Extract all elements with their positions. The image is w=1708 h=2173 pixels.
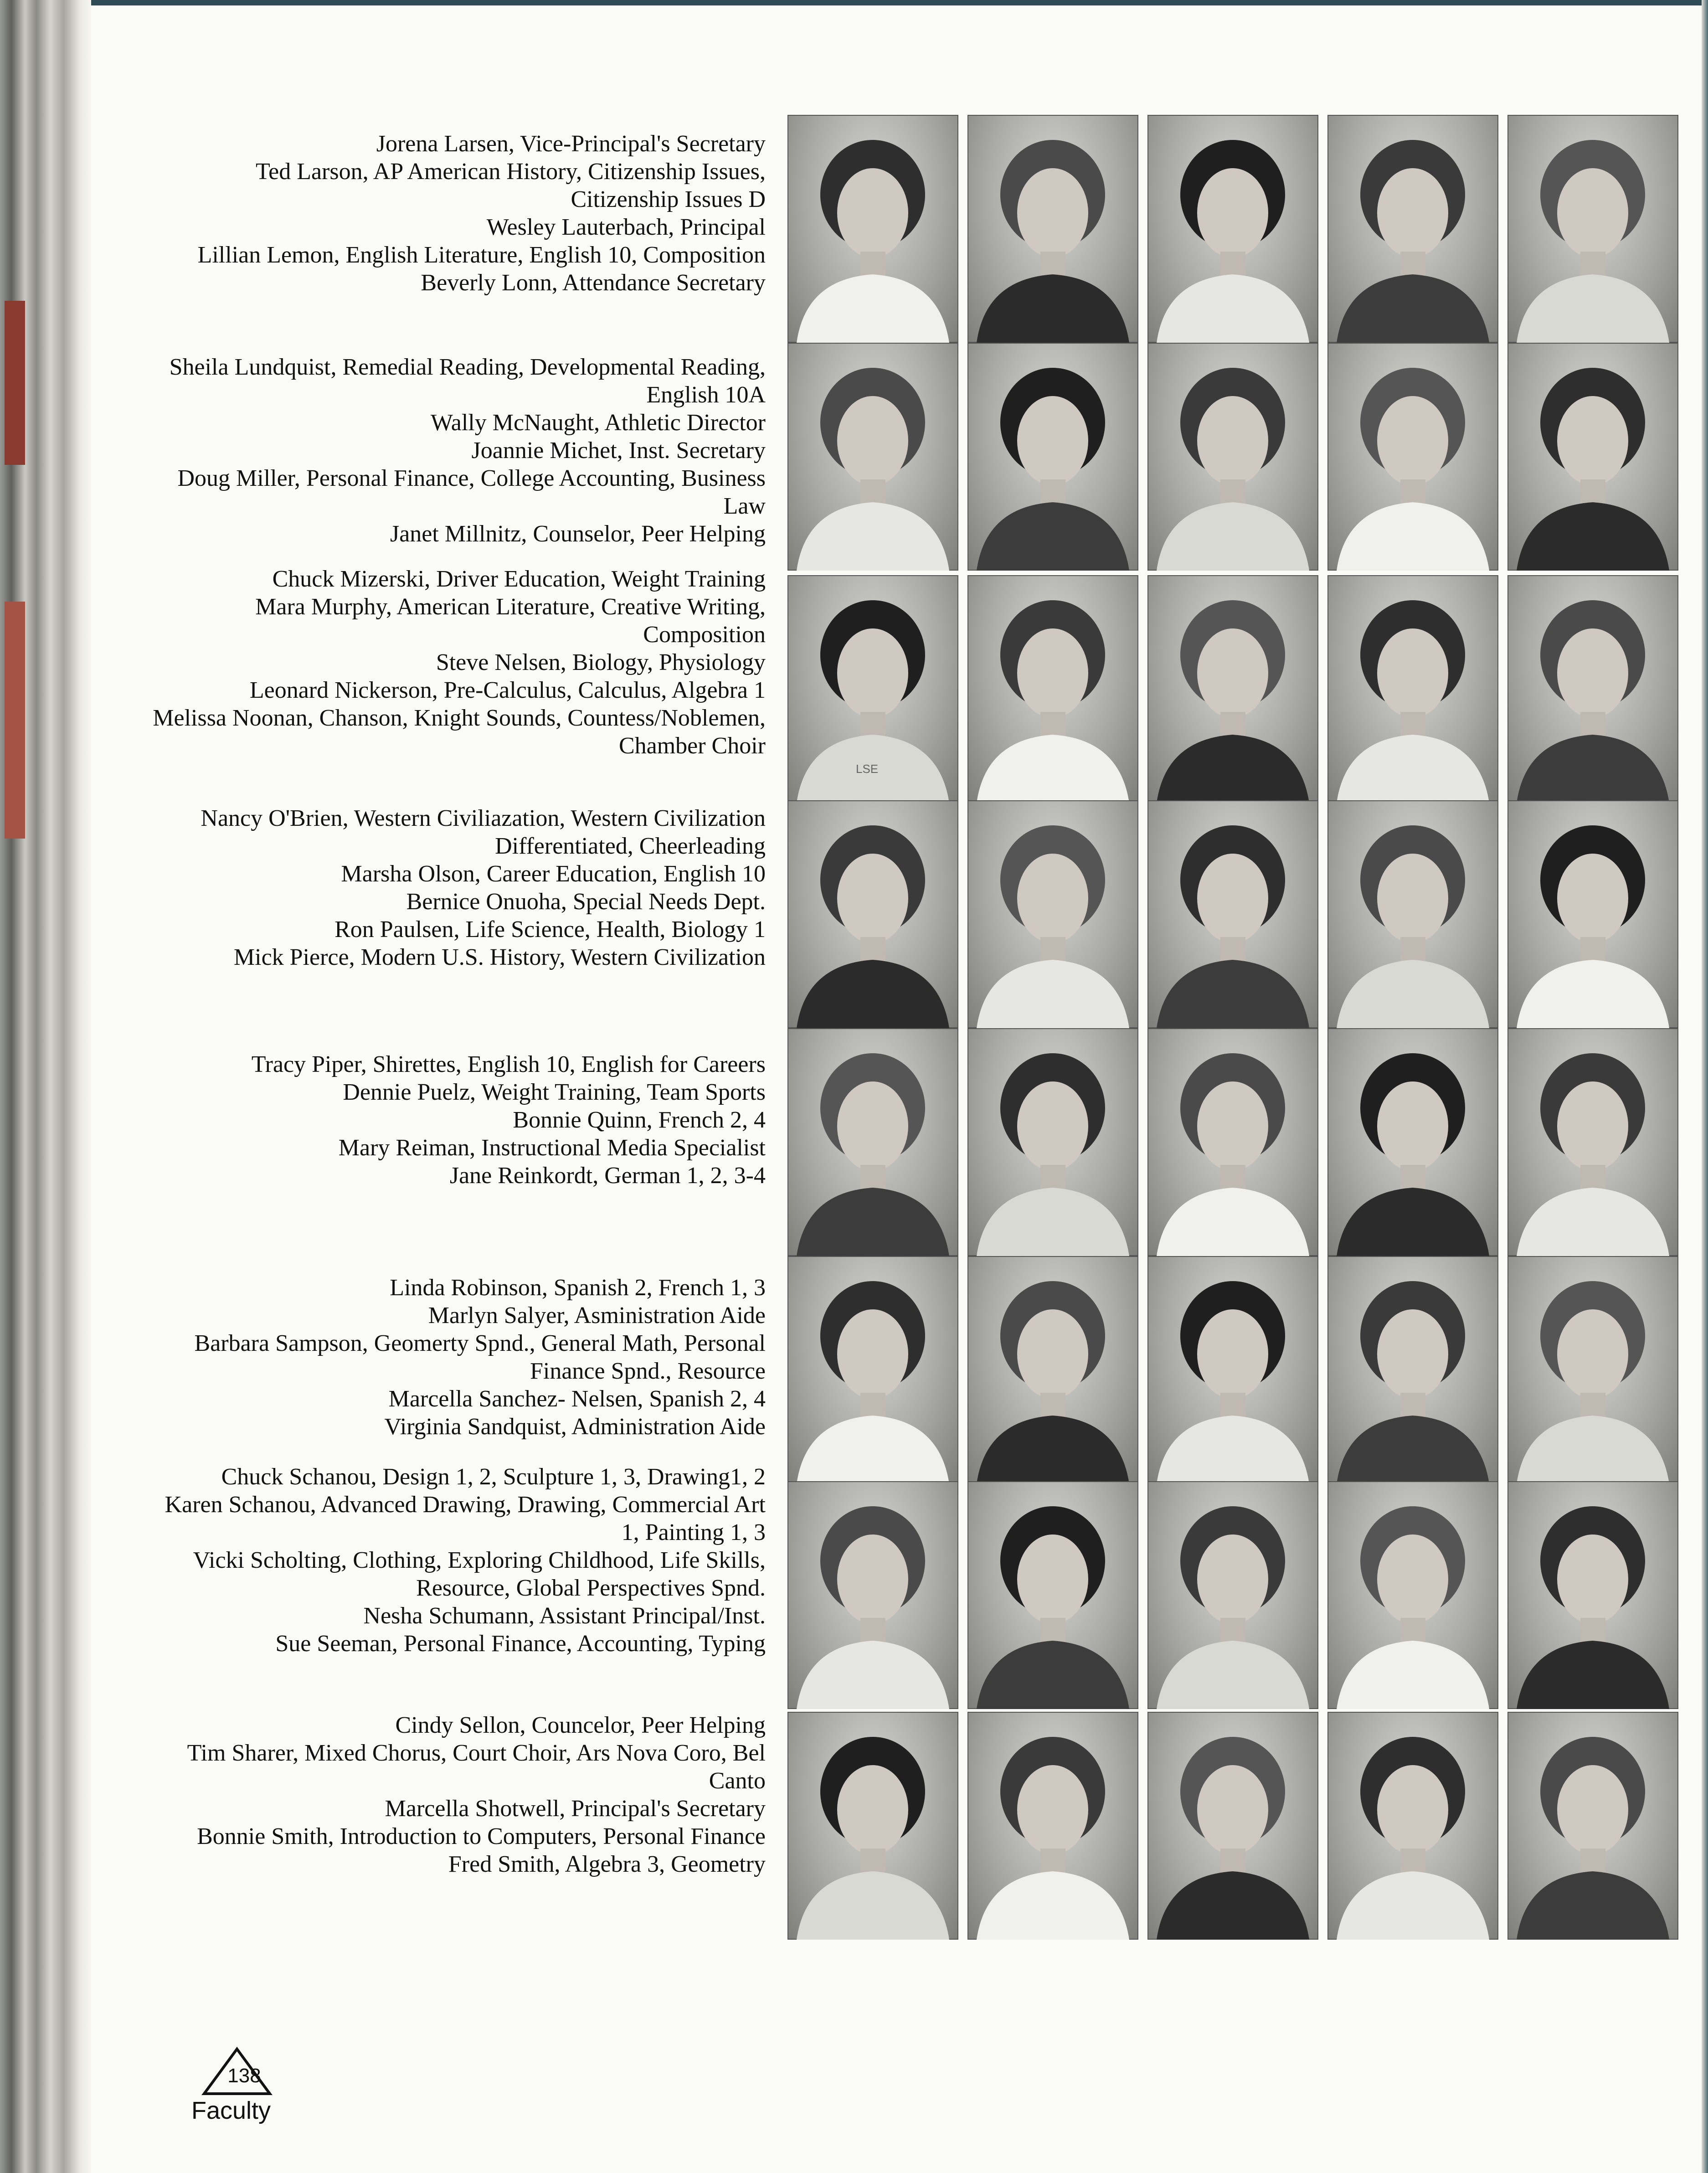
photo-row-7 <box>787 1481 1690 1709</box>
section-label: Faculty <box>191 2097 271 2124</box>
portrait-photo <box>1147 343 1318 571</box>
caption-entry: Ted Larson, AP American History, Citizenship Issues, Citizenship Issues D <box>255 159 766 212</box>
portrait-photo <box>787 575 958 803</box>
portrait-photo <box>1147 1256 1318 1484</box>
caption-entry: Virginia Sandquist, Administration Aide <box>384 1414 766 1440</box>
caption-entry: Marcella Shotwell, Principal's Secretary <box>385 1796 766 1822</box>
caption-entry: Doug Miller, Personal Finance, College Accounting, Business Law <box>177 465 766 519</box>
portrait-photo <box>967 1481 1138 1709</box>
caption-entry: Nancy O'Brien, Western Civiliazation, Western Civilization Differentiated, Cheerleading <box>201 805 766 859</box>
portrait-photo <box>967 1256 1138 1484</box>
portrait-photo <box>1507 575 1678 803</box>
caption-entry: Bernice Onuoha, Special Needs Dept. <box>406 889 766 915</box>
portrait-photo <box>787 1028 958 1256</box>
photo-row-2 <box>787 343 1690 571</box>
photo-row-4 <box>787 800 1690 1028</box>
caption-entry: Barbara Sampson, Geomerty Spnd., General Math, Personal Finance Spnd., Resource <box>194 1330 766 1384</box>
portrait-photo <box>787 115 958 343</box>
portrait-photo <box>1327 1256 1498 1484</box>
portrait-photo <box>967 343 1138 571</box>
caption-group-1 <box>150 130 766 297</box>
caption-entry: Vicki Scholting, Clothing, Exploring Childhood, Life Skills, Resource, Global Perspectives Spnd. <box>193 1547 766 1601</box>
caption-entry: Mary Reiman, Instructional Media Specialist <box>338 1135 766 1161</box>
caption-entry: Chuck Mizerski, Driver Education, Weight Training <box>272 566 766 592</box>
caption-entry: Bonnie Quinn, French 2, 4 <box>513 1107 766 1133</box>
caption-entry: Lillian Lemon, English Literature, English 10, Composition <box>197 242 766 268</box>
photo-row-6 <box>787 1256 1690 1484</box>
portrait-photo <box>1507 343 1678 571</box>
portrait-photo <box>787 1712 958 1940</box>
photo-row-5 <box>787 1028 1690 1256</box>
caption-entry: Marsha Olson, Career Education, English 10 <box>341 861 766 887</box>
book-binding <box>0 0 91 2173</box>
portrait-photo <box>787 1481 958 1709</box>
portrait-photo <box>1327 115 1498 343</box>
portrait-photo <box>787 800 958 1028</box>
right-page-edge <box>1702 0 1708 2173</box>
caption-entry: Chuck Schanou, Design 1, 2, Sculpture 1, 3, Drawing1, 2 <box>221 1464 766 1490</box>
portrait-photo <box>1327 1712 1498 1940</box>
caption-entry: Tim Sharer, Mixed Chorus, Court Choir, Ars Nova Coro, Bel Canto <box>187 1740 766 1794</box>
caption-group-3 <box>150 565 766 760</box>
portrait-photo <box>967 1712 1138 1940</box>
page-number: 138 <box>227 2065 261 2087</box>
caption-entry: Karen Schanou, Advanced Drawing, Drawing, Commercial Art 1, Painting 1, 3 <box>165 1492 766 1545</box>
caption-entry: Nesha Schumann, Assistant Principal/Inst. <box>363 1603 766 1629</box>
portrait-photo <box>1147 575 1318 803</box>
caption-group-8 <box>150 1711 766 1878</box>
portrait-photo <box>1507 1256 1678 1484</box>
page-folio <box>191 2046 296 2137</box>
top-edge <box>0 0 1708 5</box>
caption-entry: Melissa Noonan, Chanson, Knight Sounds, Countess/Noblemen, Chamber Choir <box>153 705 766 759</box>
caption-entry: Ron Paulsen, Life Science, Health, Biology 1 <box>334 917 766 942</box>
caption-group-6 <box>150 1274 766 1441</box>
portrait-photo <box>1147 1481 1318 1709</box>
caption-entry: Jorena Larsen, Vice-Principal's Secretary <box>376 131 766 157</box>
caption-entry: Marcella Sanchez- Nelsen, Spanish 2, 4 <box>388 1386 766 1412</box>
portrait-photo <box>1147 115 1318 343</box>
caption-entry: Beverly Lonn, Attendance Secretary <box>421 270 766 296</box>
caption-entry: Dennie Puelz, Weight Training, Team Sports <box>343 1079 766 1105</box>
photo-row-3 <box>787 575 1690 803</box>
caption-entry: Janet Millnitz, Counselor, Peer Helping <box>390 521 766 547</box>
portrait-photo <box>1507 1028 1678 1256</box>
portrait-photo <box>1507 1481 1678 1709</box>
portrait-photo <box>967 800 1138 1028</box>
caption-entry: Marlyn Salyer, Asministration Aide <box>428 1303 766 1329</box>
portrait-photo <box>1327 575 1498 803</box>
portrait-photo <box>967 115 1138 343</box>
portrait-photo <box>1327 800 1498 1028</box>
caption-entry: Fred Smith, Algebra 3, Geometry <box>448 1851 766 1877</box>
caption-entry: Tracy Piper, Shirettes, English 10, English for Careers <box>251 1051 766 1077</box>
caption-entry: Leonard Nickerson, Pre-Calculus, Calculus, Algebra 1 <box>249 677 766 703</box>
caption-entry: Wesley Lauterbach, Principal <box>486 214 766 240</box>
caption-group-5 <box>150 1050 766 1189</box>
portrait-photo <box>967 575 1138 803</box>
portrait-photo <box>1327 343 1498 571</box>
caption-entry: Sheila Lundquist, Remedial Reading, Developmental Reading, English 10A <box>169 354 766 408</box>
photo-row-8 <box>787 1712 1690 1940</box>
portrait-photo <box>1507 115 1678 343</box>
caption-entry: Cindy Sellon, Councelor, Peer Helping <box>395 1712 766 1738</box>
shirt-text: LSE <box>856 762 879 776</box>
portrait-photo <box>1327 1028 1498 1256</box>
caption-entry: Joannie Michet, Inst. Secretary <box>471 438 766 463</box>
caption-entry: Mick Pierce, Modern U.S. History, Western Civilization <box>233 944 766 970</box>
caption-entry: Wally McNaught, Athletic Director <box>430 410 766 436</box>
caption-entry: Mara Murphy, American Literature, Creative Writing, Composition <box>255 594 766 648</box>
portrait-photo <box>1507 800 1678 1028</box>
portrait-photo <box>1507 1712 1678 1940</box>
photo-row-1 <box>787 115 1690 343</box>
caption-entry: Bonnie Smith, Introduction to Computers, Personal Finance <box>197 1823 766 1849</box>
portrait-photo <box>787 343 958 571</box>
portrait-photo <box>787 1256 958 1484</box>
caption-entry: Steve Nelsen, Biology, Physiology <box>436 649 766 675</box>
portrait-photo <box>1147 800 1318 1028</box>
caption-entry: Linda Robinson, Spanish 2, French 1, 3 <box>390 1275 766 1301</box>
caption-group-2 <box>150 353 766 548</box>
caption-group-7 <box>150 1463 766 1658</box>
caption-group-4 <box>150 804 766 971</box>
portrait-photo <box>967 1028 1138 1256</box>
caption-entry: Sue Seeman, Personal Finance, Accounting, Typing <box>275 1631 766 1657</box>
caption-entry: Jane Reinkordt, German 1, 2, 3-4 <box>449 1163 766 1189</box>
portrait-photo <box>1327 1481 1498 1709</box>
portrait-photo <box>1147 1028 1318 1256</box>
portrait-photo <box>1147 1712 1318 1940</box>
